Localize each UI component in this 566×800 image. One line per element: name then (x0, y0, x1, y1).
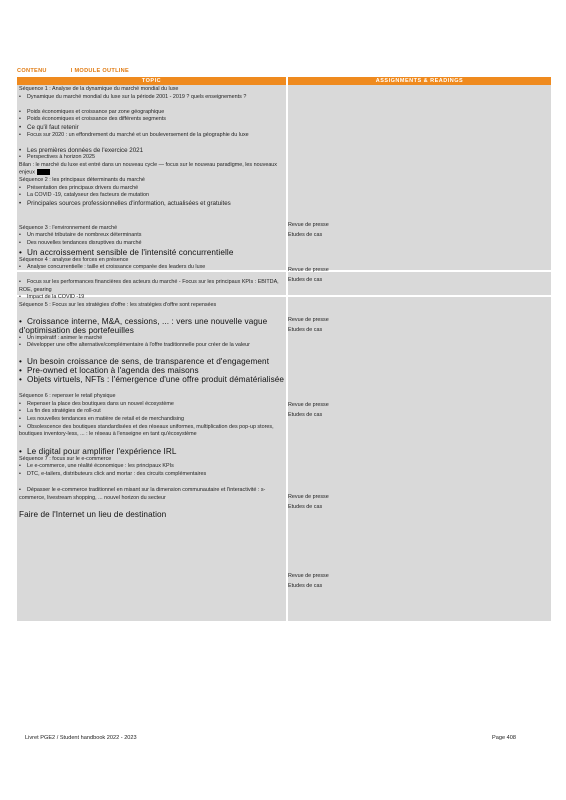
topic-bullet: • Perspectives à horizon 2025 (17, 154, 286, 162)
topic-line-continuation (17, 139, 286, 147)
sequence-heading: Séquence 5 : Focus sur les stratégies d'offre : les stratégies d'offre sont repensées (19, 301, 217, 308)
topic-summary: Bilan : le marché du luxe est entré dans un nouveau cycle — focus sur le nouveau paradigme, les nouveaux enjeux (19, 161, 278, 176)
sequence-heading: Séquence 3 : l'environnement de marché (19, 224, 118, 231)
topic-bullet: • Poids économiques et croissance des différents segments (17, 116, 286, 124)
topic-bullet: • Obsolescence des boutiques standardisées et des réseaux uniformes, multiplication des pop-up stores, boutiques inventory-less, ... : le réseau à l'enseigne en tant qu'écosystème (17, 424, 286, 447)
topic-bullet: • Un marché tributaire de nombreux déterminants (17, 232, 286, 240)
topic-bullet: • Un accroissement sensible de l'intensité concurrentielle (17, 248, 286, 257)
topic-bullet: • Poids économiques et croissance par zone géographique (17, 109, 286, 117)
assignment-revue-de-presse: Revue de presse (288, 573, 329, 579)
topic-line-continuation (17, 101, 286, 109)
topic-column-header: TOPIC (141, 78, 162, 84)
assignments-cell (288, 571, 329, 591)
topic-bullet: • Objets virtuels, NFTs : l'émergence d'une offre produit dématérialisée (17, 375, 286, 393)
topic-bullet: • Le digital pour amplifier l'expérience IRL (17, 447, 286, 456)
topic-bullet: • Pre-owned et location à l'agenda des maisons (17, 366, 286, 375)
assignments-column-header: ASSIGNMENTS & READINGS (375, 78, 464, 84)
sequence-heading: Séquence 1 : Analyse de la dynamique du marché mondial du luxe (19, 86, 179, 92)
assignments-cell (288, 492, 329, 512)
module-outline-table (17, 77, 551, 621)
contenu-label: CONTENU (17, 68, 47, 74)
topic-bullet: • Principales sources professionnelles d'information, actualisées et gratuites (17, 200, 286, 215)
topic-bullet: • La COVID -19, catalyseur des facteurs de mutation (17, 192, 286, 200)
topic-bullet: • Dynamique du marché mondial du luxe sur la période 2001 - 2019 ? quels enseignements ? (17, 94, 286, 102)
assignments-cell (288, 220, 329, 240)
topic-bullet: • Les nouvelles tendances en matière de retail et de merchandising (17, 416, 286, 424)
assignment-revue-de-presse: Revue de presse (288, 317, 329, 323)
topic-bullet: • Ce qu'il faut retenir (17, 124, 286, 132)
module-outline-label: I MODULE OUTLINE (70, 68, 130, 74)
topic-text-column (17, 86, 286, 519)
sequence-heading: Séquence 2 : les principaux déterminants du marché (19, 176, 145, 183)
assignment-etudes-de-cas: Etudes de cas (288, 232, 323, 238)
assignment-etudes-de-cas: Etudes de cas (288, 327, 323, 333)
topic-bullet: • Croissance interne, M&A, cessions, ... : vers une nouvelle vague d'optimisation des portefeuilles (17, 317, 286, 335)
assignment-revue-de-presse: Revue de presse (288, 222, 329, 228)
topic-bullet: • Présentation des principaux drivers du marché (17, 185, 286, 193)
topic-bullet: • Des nouvelles tendances disruptives du marché (17, 240, 286, 248)
topic-bullet: • Focus sur les performances financières des acteurs du marché - Focus sur les principaux KPIs : EBITDA, ROE, gearing (17, 279, 286, 294)
assignment-etudes-de-cas: Etudes de cas (288, 583, 323, 589)
sequence-heading: Séquence 7 : focus sur le e-commerce (19, 455, 112, 462)
assignment-etudes-de-cas: Etudes de cas (288, 504, 323, 510)
assignments-cell (288, 315, 329, 335)
topic-bullet: • Les premières données de l'exercice 2021 (17, 147, 286, 155)
assignment-revue-de-presse: Revue de presse (288, 402, 329, 408)
topic-bullet: • Le e-commerce, une réalité économique : les principaux KPIs (17, 463, 286, 471)
topic-closing-line: Faire de l'Internet un lieu de destination (19, 509, 167, 519)
table-header-row (17, 77, 551, 85)
footer-page-number: Page 408 (492, 735, 516, 741)
assignments-cell (288, 265, 329, 285)
topic-bullet: • Analyse concurrentielle : taille et croissance comparée des leaders du luxe (17, 264, 286, 279)
topic-bullet: • Un besoin croissance de sens, de transparence et d'engagement (17, 357, 286, 366)
topic-bullet: • Développer une offre alternative/complémentaire à l'offre traditionnelle pour créer de la valeur (17, 342, 286, 357)
topic-bullet: • Repenser la place des boutiques dans un nouvel écosystème (17, 401, 286, 409)
sequence-heading: Séquence 6 : repenser le retail physique (19, 393, 116, 400)
topic-bullet: • DTC, e-tailers, distributeurs click and mortar : des circuits complémentaires (17, 471, 286, 486)
redaction-box (37, 169, 50, 175)
topic-bullet: • Dépasser le e-commerce traditionnel en misant sur la dimension communautaire et l'interactivité : s-commerce, livestream shopping, ... nouvel horizon du secteur (17, 486, 286, 510)
topic-bullet: • Un impératif : animer le marché (17, 335, 286, 343)
column-divider (286, 77, 288, 621)
topic-bullet: • Focus sur 2020 : un effondrement du marché et un bouleversement de la géographie du luxe (17, 132, 286, 140)
section-header (17, 68, 129, 74)
footer-handbook-title: Livret PGE2 / Student handbook 2022 - 2023 (25, 735, 137, 741)
assignment-etudes-de-cas: Etudes de cas (288, 277, 323, 283)
sequence-heading: Séquence 4 : analyse des forces en présence (19, 256, 129, 263)
assignments-cell (288, 400, 329, 420)
assignment-etudes-de-cas: Etudes de cas (288, 412, 323, 418)
topic-bullet: • Impact de la COVID -19 (17, 294, 286, 302)
assignment-revue-de-presse: Revue de presse (288, 494, 329, 500)
assignment-revue-de-presse: Revue de presse (288, 267, 329, 273)
topic-bullet: • La fin des stratégies de roll-out (17, 408, 286, 416)
